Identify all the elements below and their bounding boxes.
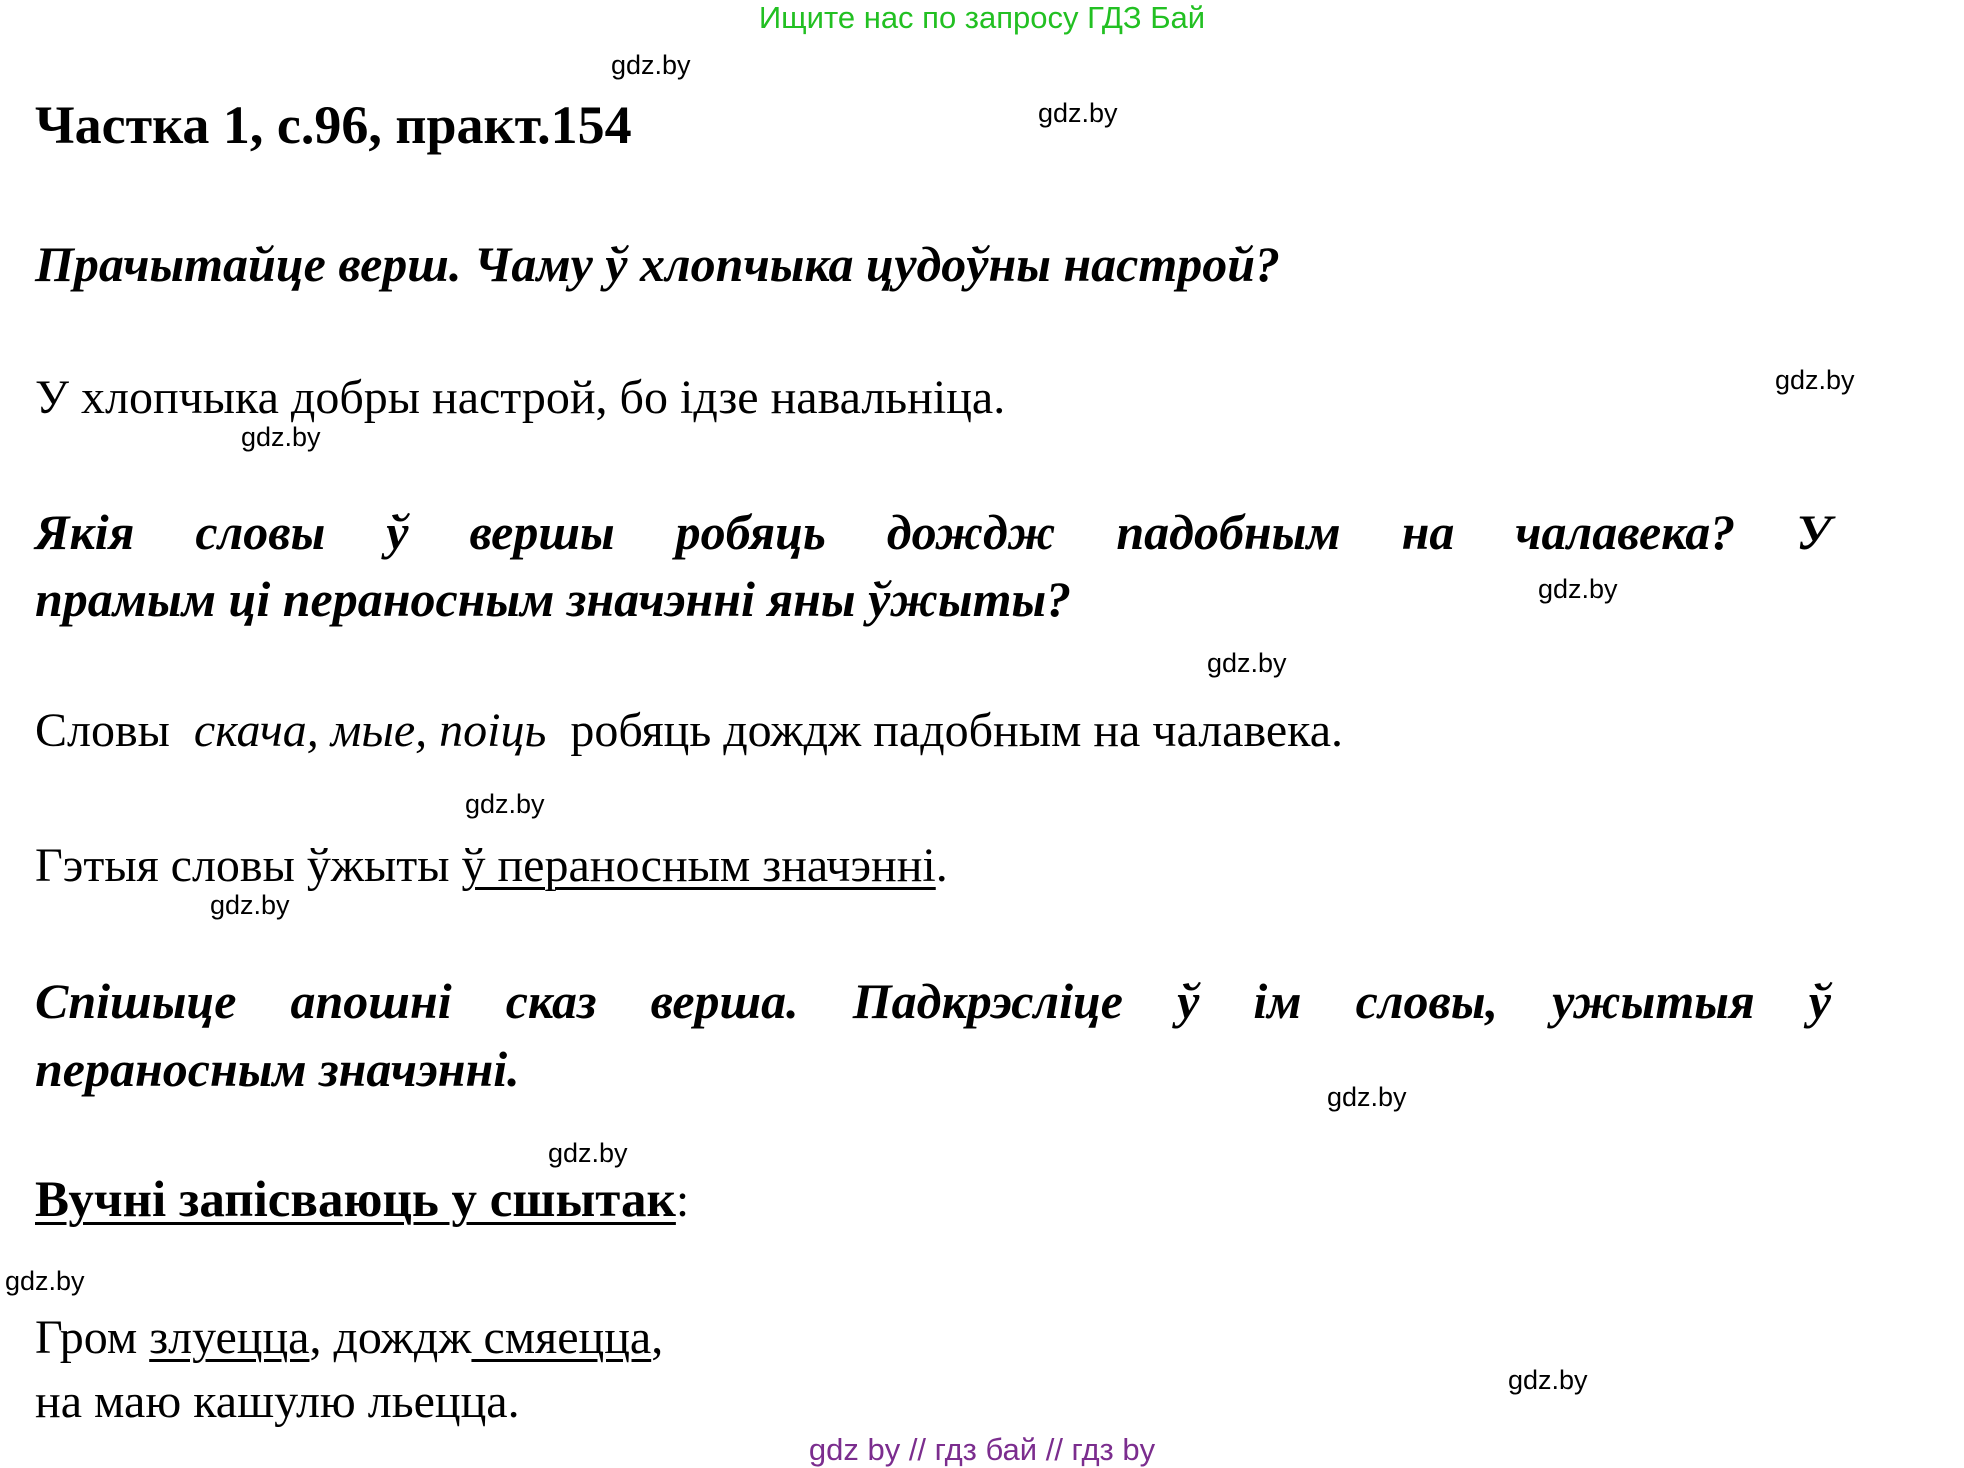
answer-3-suffix: . bbox=[935, 839, 948, 892]
watermark: gdz.by bbox=[1038, 98, 1118, 128]
question-2-line-2: прамым ці пераносным значэнні яны ўжыты? bbox=[35, 571, 1072, 627]
watermark: gdz.by bbox=[1327, 1082, 1407, 1112]
answer-2-words: скача, мые, поіць bbox=[193, 704, 547, 757]
answer-3-prefix: Гэтыя словы ўжыты bbox=[35, 839, 462, 892]
question-2-line-1: Якія словы ў вершы робяць дождж падобным на чалавека? У bbox=[35, 504, 1831, 560]
poem-line-1 bbox=[35, 1308, 663, 1368]
question-3-line-2: пераносным значэнні. bbox=[35, 1041, 520, 1097]
watermark: gdz.by bbox=[1775, 365, 1855, 395]
footer-watermark: gdz by // гдз бай // гдз by bbox=[808, 1432, 1156, 1467]
watermark: gdz.by bbox=[548, 1138, 628, 1168]
poem-word: Гром bbox=[35, 1311, 150, 1364]
notebook-colon: : bbox=[675, 1174, 690, 1227]
poem-line-2: на маю кашулю льецца. bbox=[35, 1375, 520, 1428]
answer-1: У хлопчыка добры настрой, бо ідзе навальніца. bbox=[35, 371, 1006, 424]
answer-3-underlined: ў пераносным значэнні bbox=[461, 839, 936, 892]
answer-2 bbox=[35, 701, 1343, 761]
watermark: gdz.by bbox=[5, 1266, 85, 1296]
page-title: Частка 1, с.96, практ.154 bbox=[35, 95, 632, 155]
watermark: gdz.by bbox=[1207, 648, 1287, 678]
answer-2-prefix: Словы bbox=[35, 704, 170, 757]
watermark: gdz.by bbox=[1538, 574, 1618, 604]
answer-2-suffix: робяць дождж падобным на чалавека. bbox=[570, 704, 1344, 757]
watermark: gdz.by bbox=[1508, 1365, 1588, 1395]
watermark: gdz.by bbox=[465, 789, 545, 819]
question-1: Прачытайце верш. Чаму ў хлопчыка цудоўны настрой? bbox=[35, 236, 1281, 292]
answer-3 bbox=[35, 836, 948, 896]
poem-word: , дождж bbox=[309, 1311, 472, 1364]
watermark: gdz.by bbox=[210, 890, 290, 920]
notebook-heading bbox=[35, 1170, 689, 1231]
top-banner: Ищите нас по запросу ГДЗ Бай bbox=[758, 0, 1206, 35]
poem-underlined-word: смяецца bbox=[471, 1311, 652, 1364]
watermark: gdz.by bbox=[611, 50, 691, 80]
question-3-line-1: Спішыце апошні сказ верша. Падкрэсліце ў ім словы, ужытыя ў bbox=[35, 973, 1831, 1029]
watermark: gdz.by bbox=[241, 422, 321, 452]
poem-word: , bbox=[651, 1311, 664, 1364]
notebook-label: Вучні запісваюць у сшытак bbox=[35, 1172, 676, 1228]
poem-underlined-word: злуецца bbox=[149, 1311, 310, 1364]
